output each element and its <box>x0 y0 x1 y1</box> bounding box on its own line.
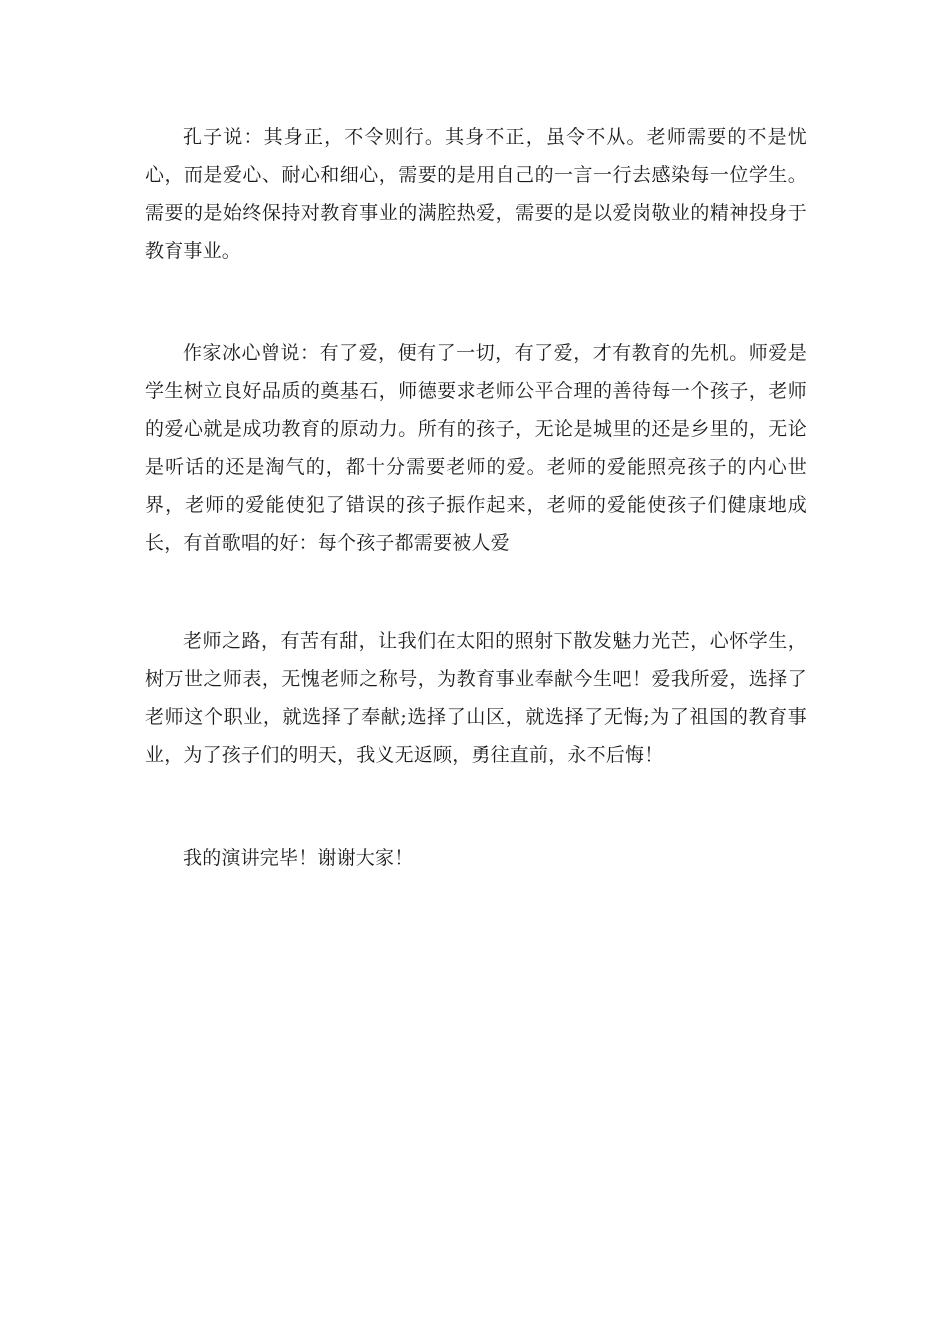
paragraph-closing: 我的演讲完毕！谢谢大家！ <box>183 847 414 869</box>
paragraph-bingxin: 作家冰心曾说：有了爱，便有了一切，有了爱，才有教育的先机。师爱是学生树立良好品质的奠基石，师德要求老师公平合理的善待每一个孩子，老师的爱心就是成功教育的原动力。所有的孩子，无论是城里的还是乡里的，无论是听话的还是淘气的，都十分需要老师的爱。老师的爱能照亮孩子的内心世界，老师的爱能使犯了错误的孩子振作起来，老师的爱能使孩子们健康地成长，有首歌唱的好：每个孩子都需要被人爱 <box>145 342 807 554</box>
paragraph-teacher-road: 老师之路，有苦有甜，让我们在太阳的照射下散发魅力光芒，心怀学生，树万世之师表，无愧老师之称号，为教育事业奉献今生吧！爱我所爱，选择了老师这个职业，就选择了奉献;选择了山区，就选择了无悔;为了祖国的教育事业，为了孩子们的明天，我义无返顾，勇往直前，永不后悔！ <box>145 630 807 766</box>
paragraph-confucius: 孔子说：其身正，不令则行。其身不正，虽令不从。老师需要的不是忧心，而是爱心、耐心和细心，需要的是用自己的一言一行去感染每一位学生。需要的是始终保持对教育事业的满腔热爱，需要的是以爱岗敬业的精神投身于教育事业。 <box>145 126 807 262</box>
